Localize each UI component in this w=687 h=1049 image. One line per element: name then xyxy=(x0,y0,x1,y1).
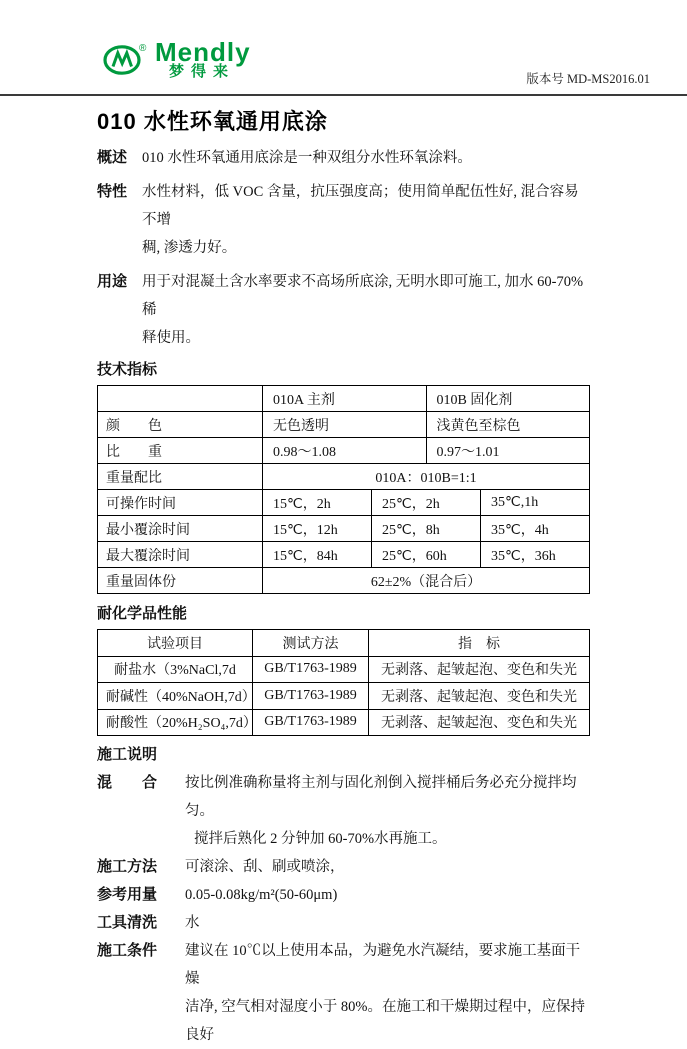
table-row xyxy=(98,516,590,542)
chem-header-item: 试验项目 xyxy=(98,630,253,657)
spec-gravity-a: 0.98～1.08 xyxy=(263,438,427,464)
chem-item-acid: 耐酸性（20%H₂SO₄,7d） xyxy=(98,709,253,736)
spec-header-010a: 010A 主剂 xyxy=(263,386,427,412)
spec-corner-cell xyxy=(98,386,263,412)
usage-line-2: 释使用。 xyxy=(142,330,200,346)
table-row xyxy=(98,464,590,490)
chem-resistance-table xyxy=(97,629,590,736)
spec-color-b: 浅黄色至棕色 xyxy=(426,412,590,438)
spec-label-color: 颜 色 xyxy=(98,412,263,438)
spec-label-ratio: 重量配比 xyxy=(98,464,263,490)
conditions-line-1: 建议在 10℃以上使用本品，为避免水汽凝结，要求施工基面干燥 xyxy=(185,943,581,987)
registered-trademark-icon: ® xyxy=(139,43,147,54)
usage-label: 用途 xyxy=(97,273,128,290)
table-row xyxy=(98,490,590,516)
spec-label-solids: 重量固体份 xyxy=(98,568,263,594)
cleaning-row xyxy=(97,909,590,937)
table-row xyxy=(98,412,590,438)
brand-name-en: Mendly xyxy=(155,37,251,67)
spec-min-recoat-35c: 35℃，4h xyxy=(481,516,590,542)
mixing-line-2: 搅拌后熟化 2 分钟加 60-70%水再施工。 xyxy=(194,831,447,847)
spec-pot-life-25c: 25℃，2h xyxy=(372,490,481,516)
table-row xyxy=(98,568,590,594)
mixing-line-1: 按比例准确称量将主剂与固化剂倒入搅拌桶后务必充分搅拌均匀。 xyxy=(185,775,577,819)
spec-header-010b: 010B 固化剂 xyxy=(426,386,590,412)
mixing-text xyxy=(185,769,590,853)
features-label: 特性 xyxy=(97,183,128,200)
spec-max-recoat-25c: 25℃，60h xyxy=(372,542,481,568)
chem-header-index: 指 标 xyxy=(369,630,590,657)
chem-result-acid: 无剥落、起皱起泡、变色和失光 xyxy=(369,709,590,736)
table-row xyxy=(98,709,590,736)
spec-max-recoat-35c: 35℃，36h xyxy=(481,542,590,568)
spec-min-recoat-25c: 25℃，8h xyxy=(372,516,481,542)
spec-max-recoat-15c: 15℃，84h xyxy=(263,542,372,568)
spec-gravity-b: 0.97～1.01 xyxy=(426,438,590,464)
conditions-row xyxy=(97,937,590,1049)
spec-min-recoat-15c: 15℃，12h xyxy=(263,516,372,542)
spec-label-max-recoat: 最大覆涂时间 xyxy=(98,542,263,568)
chem-resistance-heading: 耐化学品性能 xyxy=(97,605,188,622)
application-heading: 施工说明 xyxy=(97,746,158,763)
conditions-text xyxy=(185,937,590,1049)
overview-text: 010 水性环氧通用底涂是一种双组分水性环氧涂料。 xyxy=(142,150,472,166)
document-body xyxy=(0,105,687,1049)
table-row xyxy=(98,438,590,464)
brand-name-cn: 梦得来 xyxy=(169,63,236,80)
usage-line-1: 用于对混凝土含水率要求不高场所底涂, 无明水即可施工, 加水 60-70%稀 xyxy=(142,274,584,318)
version-number: 版本号 MD-MS2016.01 xyxy=(526,72,650,86)
table-row xyxy=(98,542,590,568)
mixing-row xyxy=(97,769,590,853)
chem-result-salt: 无剥落、起皱起泡、变色和失光 xyxy=(369,656,590,683)
features-section xyxy=(97,178,590,262)
overview-section xyxy=(97,144,590,172)
dosage-label: 参考用量 xyxy=(97,886,158,903)
tech-specs-heading: 技术指标 xyxy=(97,361,158,378)
chem-method-alkali: GB/T1763-1989 xyxy=(253,683,369,710)
spec-label-pot-life: 可操作时间 xyxy=(98,490,263,516)
chem-item-alkali: 耐碱性（40%NaOH,7d） xyxy=(98,683,253,710)
conditions-label: 施工条件 xyxy=(97,942,158,959)
spec-label-min-recoat: 最小覆涂时间 xyxy=(98,516,263,542)
table-row xyxy=(98,386,590,412)
usage-section xyxy=(97,268,590,352)
method-text: 可滚涂、刮、刷或喷涂， xyxy=(185,859,345,875)
features-text xyxy=(142,178,590,262)
chem-method-acid: GB/T1763-1989 xyxy=(253,709,369,736)
spec-pot-life-35c: 35℃,1h xyxy=(481,490,590,516)
chem-method-salt: GB/T1763-1989 xyxy=(253,656,369,683)
method-label: 施工方法 xyxy=(97,858,158,875)
brand-text xyxy=(155,37,251,80)
features-line-1: 水性材料，低 VOC 含量，抗压强度高；使用简单配伍性好, 混合容易不增 xyxy=(142,184,579,228)
table-row xyxy=(98,630,590,657)
method-row xyxy=(97,853,590,881)
conditions-line-2: 洁净, 空气相对湿度小于 80%。在施工和干燥期过程中，应保持良好 xyxy=(185,999,585,1043)
spec-color-a: 无色透明 xyxy=(263,412,427,438)
usage-text xyxy=(142,268,590,352)
chem-item-salt: 耐盐水（3%NaCl,7d xyxy=(98,656,253,683)
cleaning-label: 工具清洗 xyxy=(97,914,158,931)
chem-header-method: 测试方法 xyxy=(253,630,369,657)
table-row xyxy=(98,683,590,710)
features-line-2: 稠, 渗透力好。 xyxy=(142,240,237,256)
overview-label: 概述 xyxy=(97,149,128,166)
page-title: 010 水性环氧通用底涂 xyxy=(97,109,328,134)
spec-ratio-value: 010A：010B=1:1 xyxy=(263,464,590,490)
brand-logo xyxy=(103,37,251,80)
spec-solids-value: 62±2%（混合后） xyxy=(263,568,590,594)
mixing-label: 混 合 xyxy=(97,774,158,791)
table-row xyxy=(98,656,590,683)
mendly-m-ellipse-icon xyxy=(103,42,149,78)
chem-result-alkali: 无剥落、起皱起泡、变色和失光 xyxy=(369,683,590,710)
page-header xyxy=(0,0,687,96)
dosage-text: 0.05-0.08kg/m²(50-60μm) xyxy=(185,887,338,903)
spec-pot-life-15c: 15℃，2h xyxy=(263,490,372,516)
cleaning-text: 水 xyxy=(185,915,200,931)
tech-specs-table xyxy=(97,385,590,594)
spec-label-gravity: 比 重 xyxy=(98,438,263,464)
dosage-row xyxy=(97,881,590,909)
